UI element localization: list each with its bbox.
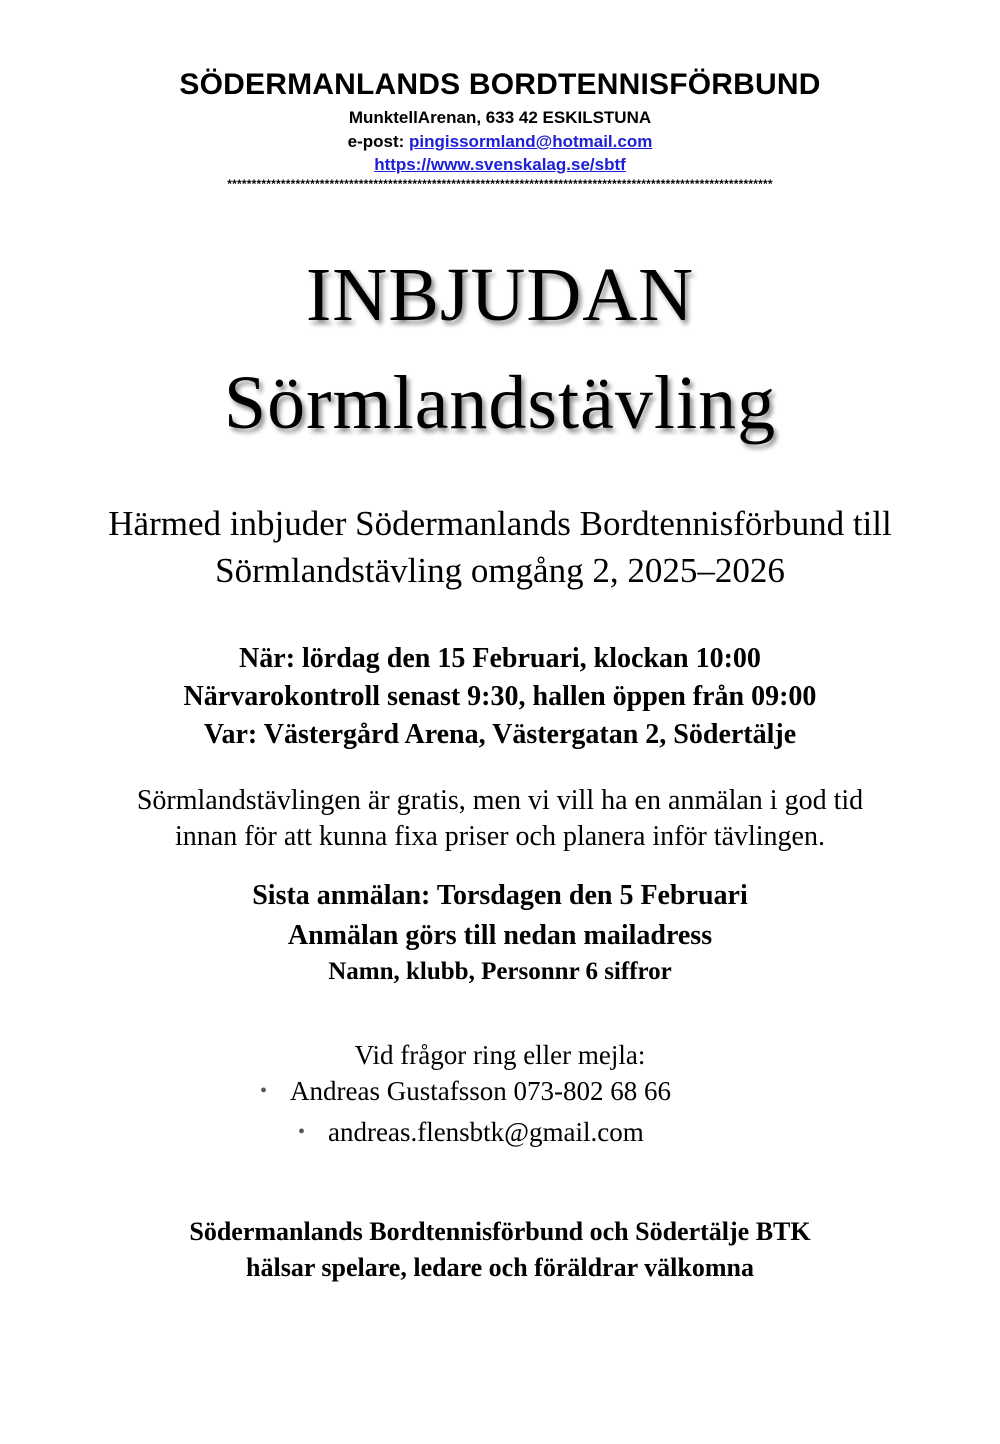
organization-address: MunktellArenan, 633 42 ESKILSTUNA <box>348 108 652 127</box>
event-checkin: Närvarokontroll senast 9:30, hallen öppen från 09:00 <box>183 681 817 712</box>
intro-line-1: Härmed inbjuder Södermanlands Bordtennisförbund till <box>108 504 892 543</box>
event-when: När: lördag den 15 Februari, klockan 10:00 <box>239 643 761 674</box>
contact-phone: Andreas Gustafsson 073-802 68 66 <box>290 1076 671 1106</box>
contact-email-item <box>298 1117 644 1148</box>
organization-name: SÖDERMANLANDS BORDTENNISFÖRBUND <box>179 68 821 101</box>
event-where: Var: Västergård Arena, Västergatan 2, Södertälje <box>203 719 797 750</box>
email-label: e-post: <box>347 132 410 151</box>
bullet-icon: • <box>260 1080 268 1102</box>
footer-line-2: hälsar spelare, ledare och föräldrar välkomna <box>246 1253 754 1282</box>
title-event-name: Sörmlandstävling <box>223 361 777 445</box>
email-line <box>0 132 1000 152</box>
registration-fields: Namn, klubb, Personnr 6 siffror <box>328 958 672 985</box>
website-line <box>0 155 1000 175</box>
contact-email: andreas.flensbtk@gmail.com <box>328 1117 644 1147</box>
title-invitation: INBJUDAN <box>306 253 694 337</box>
registration-deadline: Sista anmälan: Torsdagen den 5 Februari <box>252 880 748 911</box>
website-link[interactable]: https://www.svenskalag.se/sbtf <box>374 155 626 174</box>
footer-line-1: Södermanlands Bordtennisförbund och Södertälje BTK <box>189 1217 811 1246</box>
contact-intro: Vid frågor ring eller mejla: <box>354 1040 646 1070</box>
bullet-icon: • <box>298 1121 306 1143</box>
email-link[interactable]: pingissormland@hotmail.com <box>409 132 653 151</box>
intro-line-2: Sörmlandstävling omgång 2, 2025–2026 <box>215 551 785 590</box>
contact-phone-item <box>260 1076 671 1107</box>
header-divider: **************************************************************************************************************** <box>227 177 773 191</box>
registration-method: Anmälan görs till nedan mailadress <box>287 920 713 951</box>
info-line-1: Sörmlandstävlingen är gratis, men vi vill ha en anmälan i god tid <box>136 785 864 816</box>
info-line-2: innan för att kunna fixa priser och planera inför tävlingen. <box>175 821 825 852</box>
